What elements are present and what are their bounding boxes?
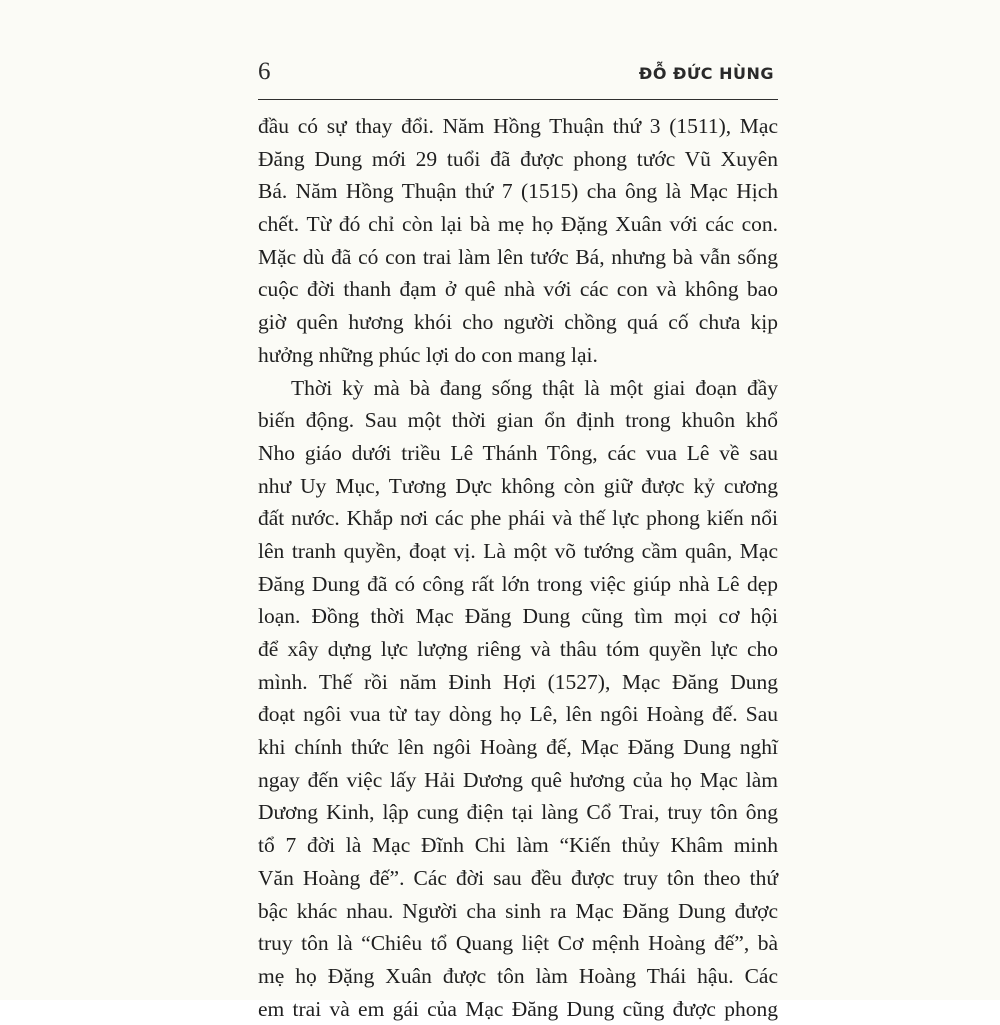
text-line: để xây dựng lực lượng riêng và thâu tóm quyền lực cho (258, 637, 778, 661)
text-line: đầu có sự thay đổi. Năm Hồng Thuận thứ 3 (1511), Mạc (258, 114, 778, 138)
text-line: khi chính thức lên ngôi Hoàng đế, Mạc Đăng Dung nghĩ (258, 735, 778, 760)
text-line: Đăng Dung đã có công rất lớn trong việc giúp nhà Lê dẹp (258, 571, 778, 596)
text-line: tổ 7 đời là Mạc Đĩnh Chi làm “Kiến thủy Khâm minh (258, 833, 778, 858)
text-line: cuộc đời thanh đạm ở quê nhà với các con và không bao (258, 277, 778, 302)
header-rule (258, 99, 778, 100)
text-line: chết. Từ đó chỉ còn lại bà mẹ họ Đặng Xuân với các con. (258, 212, 778, 237)
text-line: Văn Hoàng đế”. Các đời sau đều được truy tôn theo thứ (258, 865, 778, 890)
text-line: đất nước. Khắp nơi các phe phái và thế lực phong kiến nổi (258, 506, 778, 531)
text-line: bậc khác nhau. Người cha sinh ra Mạc Đăng Dung được (258, 898, 778, 923)
text-line: ngay đến việc lấy Hải Dương quê hương của họ Mạc làm (258, 767, 778, 792)
text-line: Nho giáo dưới triều Lê Thánh Tông, các vua Lê về sau (258, 440, 778, 465)
text-line: truy tôn là “Chiêu tổ Quang liệt Cơ mệnh Hoàng đế”, bà (258, 931, 778, 956)
text-line: hưởng những phúc lợi do con mang lại. (258, 342, 598, 367)
text-line: Thời kỳ mà bà đang sống thật là một giai đoạn đầy (291, 375, 778, 400)
text-line: đoạt ngôi vua từ tay dòng họ Lê, lên ngôi Hoàng đế. Sau (258, 702, 778, 727)
page-header (258, 58, 778, 98)
text-line: Mặc dù đã có con trai làm lên tước Bá, nhưng bà vẫn sống (258, 244, 778, 269)
running-head-author: ĐỖ ĐỨC HÙNG (638, 64, 774, 83)
body-text (258, 110, 778, 1025)
text-line: Bá. Năm Hồng Thuận thứ 7 (1515) cha ông là Mạc Hịch (258, 179, 778, 204)
text-line: lên tranh quyền, đoạt vị. Là một võ tướng cầm quân, Mạc (258, 538, 778, 563)
text-line: Dương Kinh, lập cung điện tại làng Cổ Trai, truy tôn ông (258, 800, 778, 825)
text-line: mẹ họ Đặng Xuân được tôn làm Hoàng Thái hậu. Các (258, 963, 778, 988)
text-line: loạn. Đồng thời Mạc Đăng Dung cũng tìm mọi cơ hội (258, 604, 778, 629)
text-line: biến động. Sau một thời gian ổn định trong khuôn khổ (258, 408, 778, 433)
text-line: như Uy Mục, Tương Dực không còn giữ được kỷ cương (258, 473, 778, 498)
text-line: mình. Thế rồi năm Đinh Hợi (1527), Mạc Đăng Dung (258, 669, 778, 694)
page-number: 6 (258, 58, 271, 85)
text-line: Đăng Dung mới 29 tuổi đã được phong tước Vũ Xuyên (258, 146, 778, 171)
text-line: em trai và em gái của Mạc Đăng Dung cũng được phong (258, 996, 778, 1021)
text-line: giờ quên hương khói cho người chồng quá cố chưa kịp (258, 310, 778, 335)
